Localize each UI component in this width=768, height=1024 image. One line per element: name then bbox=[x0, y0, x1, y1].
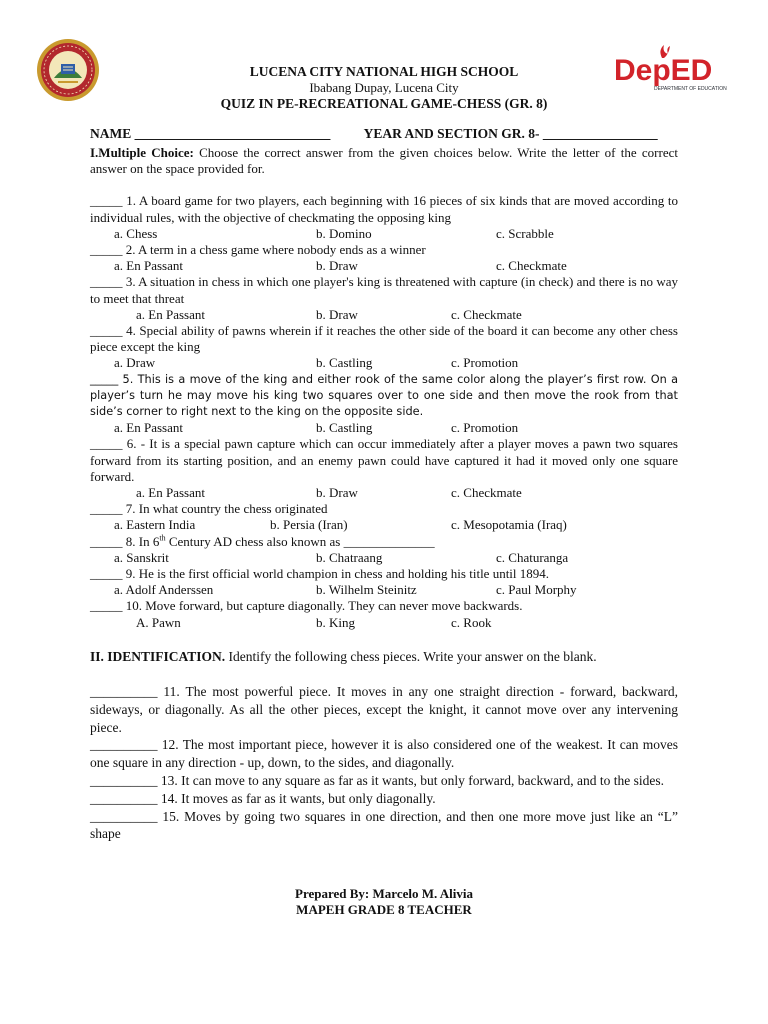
answer-blank[interactable]: __________ bbox=[90, 790, 158, 806]
document-header bbox=[0, 64, 768, 113]
identification-item-11 bbox=[90, 683, 678, 736]
option-b: b. Chatraang bbox=[316, 549, 383, 565]
identification-item-12 bbox=[90, 736, 678, 772]
deped-logo-subtext: DEPARTMENT OF EDUCATION bbox=[654, 86, 727, 92]
question-5 bbox=[90, 372, 678, 421]
option-b: b. King bbox=[316, 614, 355, 630]
question-9-options bbox=[90, 582, 678, 598]
question-text: 2. A term in a chess game where nobody ends as a winner bbox=[122, 242, 426, 257]
question-2 bbox=[90, 242, 678, 258]
option-b: b. Wilhelm Steinitz bbox=[316, 582, 417, 598]
question-1 bbox=[90, 193, 678, 225]
name-section-row bbox=[90, 126, 658, 142]
item-text: 14. It moves as far as it wants, but only diagonally. bbox=[157, 790, 436, 806]
question-text: 9. He is the first official world champion in chess and holding his title until 1894. bbox=[122, 565, 550, 581]
option-a: a. Adolf Anderssen bbox=[114, 582, 214, 598]
section-label: YEAR AND SECTION GR. 8- bbox=[363, 126, 540, 141]
question-4 bbox=[90, 323, 678, 355]
teacher-role: MAPEH GRADE 8 TEACHER bbox=[296, 902, 472, 917]
question-3 bbox=[90, 274, 678, 306]
question-text: 6. - It is a special pawn capture which can occur immediately after a player moves a pawn two squares forward from its starting position, and an enemy pawn could have captured it had it moved only one square forward. bbox=[90, 436, 678, 484]
option-a: a. En Passant bbox=[114, 420, 183, 436]
question-text-post: Century AD chess also known as ______________ bbox=[165, 533, 435, 549]
quiz-body bbox=[90, 145, 678, 843]
answer-blank[interactable]: _____ bbox=[90, 501, 123, 517]
part2-instructions bbox=[90, 649, 678, 665]
deped-logo-text: DepED bbox=[614, 54, 713, 87]
option-c: c. Rook bbox=[451, 614, 492, 630]
option-b: b. Draw bbox=[316, 258, 358, 274]
question-text: 3. A situation in chess in which one player's king is threatened with capture (in check) and there is no way to meet that threat bbox=[90, 274, 678, 306]
question-10 bbox=[90, 598, 678, 614]
ordinal-suffix: th bbox=[159, 533, 166, 543]
question-8-options bbox=[90, 550, 678, 566]
prepared-by-block bbox=[0, 886, 768, 918]
answer-blank[interactable]: _____ bbox=[90, 533, 123, 549]
question-1-options bbox=[90, 226, 678, 242]
question-4-options bbox=[90, 355, 678, 371]
part2-instruction-text: Identify the following chess pieces. Write your answer on the blank. bbox=[225, 648, 597, 664]
answer-blank[interactable]: __________ bbox=[90, 808, 158, 824]
item-text: 13. It can move to any square as far as it wants, but only forward, backward, and to the sides. bbox=[157, 772, 664, 788]
question-6 bbox=[90, 436, 678, 485]
question-8 bbox=[90, 534, 678, 550]
question-text: 7. In what country the chess originated bbox=[122, 501, 328, 517]
question-text: 1. A board game for two players, each beginning with 16 pieces of six kinds that are moved according to individual rules, with the objective of checkmating the opposing king bbox=[90, 193, 678, 225]
option-b: b. Castling bbox=[316, 420, 373, 436]
question-text-pre: 8. In 6 bbox=[122, 533, 160, 549]
option-b: b. Domino bbox=[316, 225, 372, 241]
option-b: b. Draw bbox=[316, 484, 358, 500]
option-a: a. Eastern India bbox=[114, 517, 196, 533]
identification-item-13 bbox=[90, 772, 678, 790]
option-c: c. Checkmate bbox=[451, 306, 522, 322]
answer-blank[interactable]: _____ bbox=[90, 372, 119, 386]
option-a: a. En Passant bbox=[114, 258, 183, 274]
item-text: 15. Moves by going two squares in one direction, and then one more move just like an “L” shape bbox=[90, 808, 678, 842]
name-blank[interactable]: _____________________________ bbox=[134, 126, 331, 141]
school-name: LUCENA CITY NATIONAL HIGH SCHOOL bbox=[249, 64, 519, 79]
question-7-options bbox=[90, 517, 678, 533]
option-c: c. Promotion bbox=[451, 420, 519, 436]
option-a: A. Pawn bbox=[136, 614, 181, 630]
question-10-options bbox=[90, 615, 678, 631]
question-text: 4. Special ability of pawns wherein if it reaches the other side of the board it can become any other chess piece except the king bbox=[90, 322, 678, 355]
answer-blank[interactable]: _____ bbox=[90, 598, 123, 614]
answer-blank[interactable]: _____ bbox=[90, 242, 123, 257]
question-text: 5. This is a move of the king and either rook of the same color along the player’s first row. On a player’s turn he may move his king two squares over to one side and then move the rook from that side’s corner to right next to the king on the opposite side. bbox=[90, 372, 678, 418]
option-c: c. Checkmate bbox=[496, 258, 567, 274]
identification-item-14 bbox=[90, 790, 678, 808]
school-address: Ibabang Dupay, Lucena City bbox=[309, 80, 459, 96]
answer-blank[interactable]: _____ bbox=[90, 436, 123, 452]
option-b: b. Persia (Iran) bbox=[270, 517, 348, 533]
answer-blank[interactable]: _____ bbox=[90, 322, 123, 338]
part1-instruction-text: Choose the correct answer from the given choices below. Write the letter of the correct answer on the space provided for. bbox=[90, 145, 678, 177]
option-c: c. Mesopotamia (Iraq) bbox=[451, 517, 567, 533]
item-text: 12. The most important piece, however it is also considered one of the weakest. It can moves one square in any direction - up, down, to the sides, and diagonally. bbox=[90, 737, 678, 771]
answer-blank[interactable]: __________ bbox=[90, 683, 158, 699]
option-a: a. Chess bbox=[114, 225, 158, 241]
prepared-by: Prepared By: Marcelo M. Alivia bbox=[295, 886, 473, 901]
option-b: b. Castling bbox=[316, 355, 373, 371]
question-text: 10. Move forward, but capture diagonally. They can never move backwards. bbox=[122, 598, 523, 614]
answer-blank[interactable]: __________ bbox=[90, 737, 158, 753]
option-a: a. Draw bbox=[114, 355, 156, 371]
option-a: a. En Passant bbox=[136, 306, 205, 322]
question-5-options bbox=[90, 420, 678, 436]
part1-heading: I.Multiple Choice: bbox=[90, 145, 194, 160]
name-label: NAME bbox=[90, 126, 132, 141]
answer-blank[interactable]: __________ bbox=[90, 772, 158, 788]
answer-blank[interactable]: _____ bbox=[90, 274, 123, 290]
section-blank[interactable]: _________________ bbox=[542, 126, 658, 141]
answer-blank[interactable]: _____ bbox=[90, 565, 123, 581]
option-a: a. Sanskrit bbox=[114, 549, 169, 565]
part1-instructions bbox=[90, 145, 678, 177]
question-2-options bbox=[90, 258, 678, 274]
option-c: c. Paul Morphy bbox=[496, 582, 577, 598]
identification-item-15 bbox=[90, 808, 678, 844]
item-text: 11. The most powerful piece. It moves in any one straight direction - forward, backward, sideways, or diagonally. As all the other pieces, except the knight, it cannot move over any intervening piece. bbox=[90, 683, 678, 735]
option-c: c. Chaturanga bbox=[496, 549, 569, 565]
quiz-title: QUIZ IN PE-RECREATIONAL GAME-CHESS (GR. 8) bbox=[220, 96, 548, 112]
question-6-options bbox=[90, 485, 678, 501]
option-c: c. Promotion bbox=[451, 355, 519, 371]
question-9 bbox=[90, 566, 678, 582]
option-a: a. En Passant bbox=[136, 484, 205, 500]
option-c: c. Checkmate bbox=[451, 484, 522, 500]
option-c: c. Scrabble bbox=[496, 225, 554, 241]
option-b: b. Draw bbox=[316, 306, 358, 322]
question-3-options bbox=[90, 307, 678, 323]
answer-blank[interactable]: _____ bbox=[90, 193, 123, 209]
question-7 bbox=[90, 501, 678, 517]
part2-heading: II. IDENTIFICATION. bbox=[90, 648, 226, 664]
